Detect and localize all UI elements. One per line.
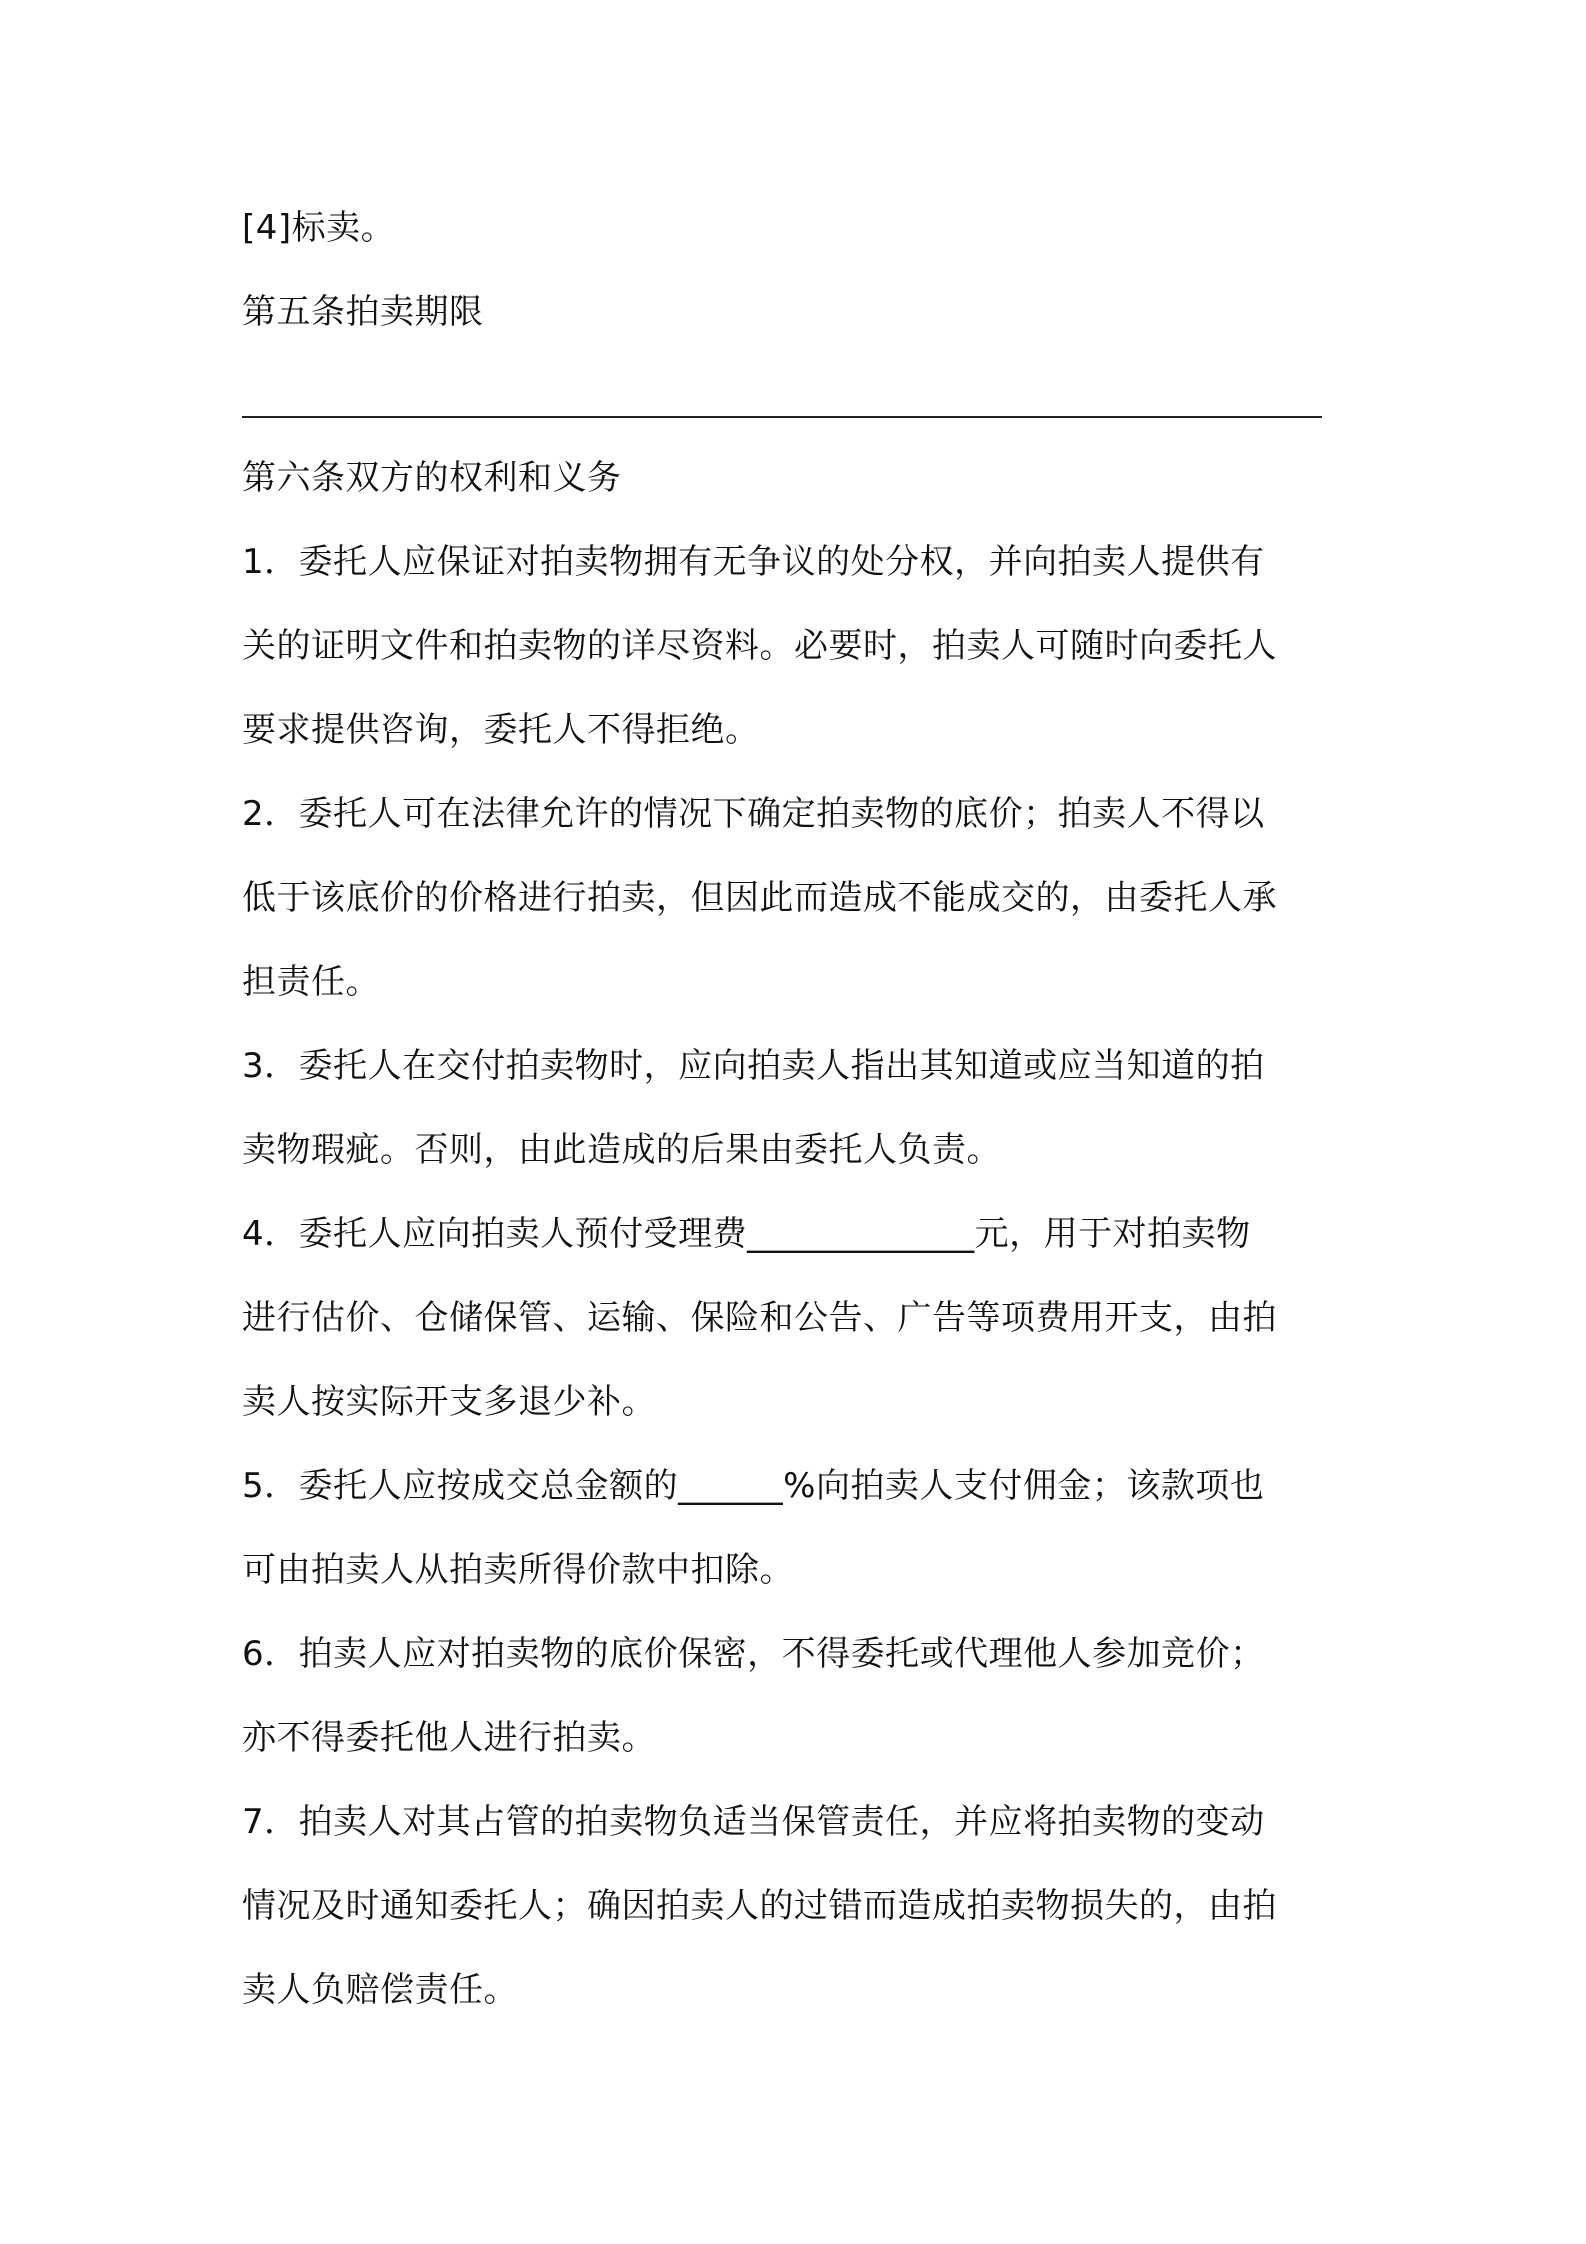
- text-line-item-4-bid-sale: [4]标卖。: [242, 208, 396, 248]
- clause-4-line-2: 进行估价、仓储保管、运输、保险和公告、广告等项费用开支，由拍: [242, 1298, 1277, 1338]
- clause-4-line-1: 4．委托人应向拍卖人预付受理费_____________元，用于对拍卖物: [242, 1214, 1251, 1254]
- clause-2-line-3: 担责任。: [242, 962, 380, 1002]
- clause-3-line-1: 3．委托人在交付拍卖物时，应向拍卖人指出其知道或应当知道的拍: [242, 1046, 1265, 1086]
- clause-6-line-1: 6．拍卖人应对拍卖物的底价保密，不得委托或代理他人参加竞价；: [242, 1634, 1265, 1674]
- article-6-heading: 第六条双方的权利和义务: [242, 458, 622, 498]
- clause-7-line-1: 7．拍卖人对其占管的拍卖物负适当保管责任，并应将拍卖物的变动: [242, 1802, 1265, 1842]
- clause-4-line-3: 卖人按实际开支多退少补。: [242, 1382, 656, 1422]
- clause-1-line-3: 要求提供咨询，委托人不得拒绝。: [242, 710, 760, 750]
- clause-5-line-2: 可由拍卖人从拍卖所得价款中扣除。: [242, 1550, 794, 1590]
- clause-1-line-1: 1．委托人应保证对拍卖物拥有无争议的处分权，并向拍卖人提供有: [242, 542, 1265, 582]
- clause-1-line-2: 关的证明文件和拍卖物的详尽资料。必要时，拍卖人可随时向委托人: [242, 626, 1277, 666]
- blank-fill-line: [242, 416, 1322, 418]
- clause-2-line-1: 2．委托人可在法律允许的情况下确定拍卖物的底价；拍卖人不得以: [242, 794, 1265, 834]
- clause-2-line-2: 低于该底价的价格进行拍卖，但因此而造成不能成交的，由委托人承: [242, 878, 1277, 918]
- clause-7-line-2: 情况及时通知委托人；确因拍卖人的过错而造成拍卖物损失的，由拍: [242, 1886, 1277, 1926]
- clause-5-line-1: 5．委托人应按成交总金额的______%向拍卖人支付佣金；该款项也: [242, 1466, 1265, 1506]
- clause-7-line-3: 卖人负赔偿责任。: [242, 1970, 518, 2010]
- article-5-heading: 第五条拍卖期限: [242, 292, 484, 332]
- clause-3-line-2: 卖物瑕疵。否则，由此造成的后果由委托人负责。: [242, 1130, 1001, 1170]
- clause-6-line-2: 亦不得委托他人进行拍卖。: [242, 1718, 656, 1758]
